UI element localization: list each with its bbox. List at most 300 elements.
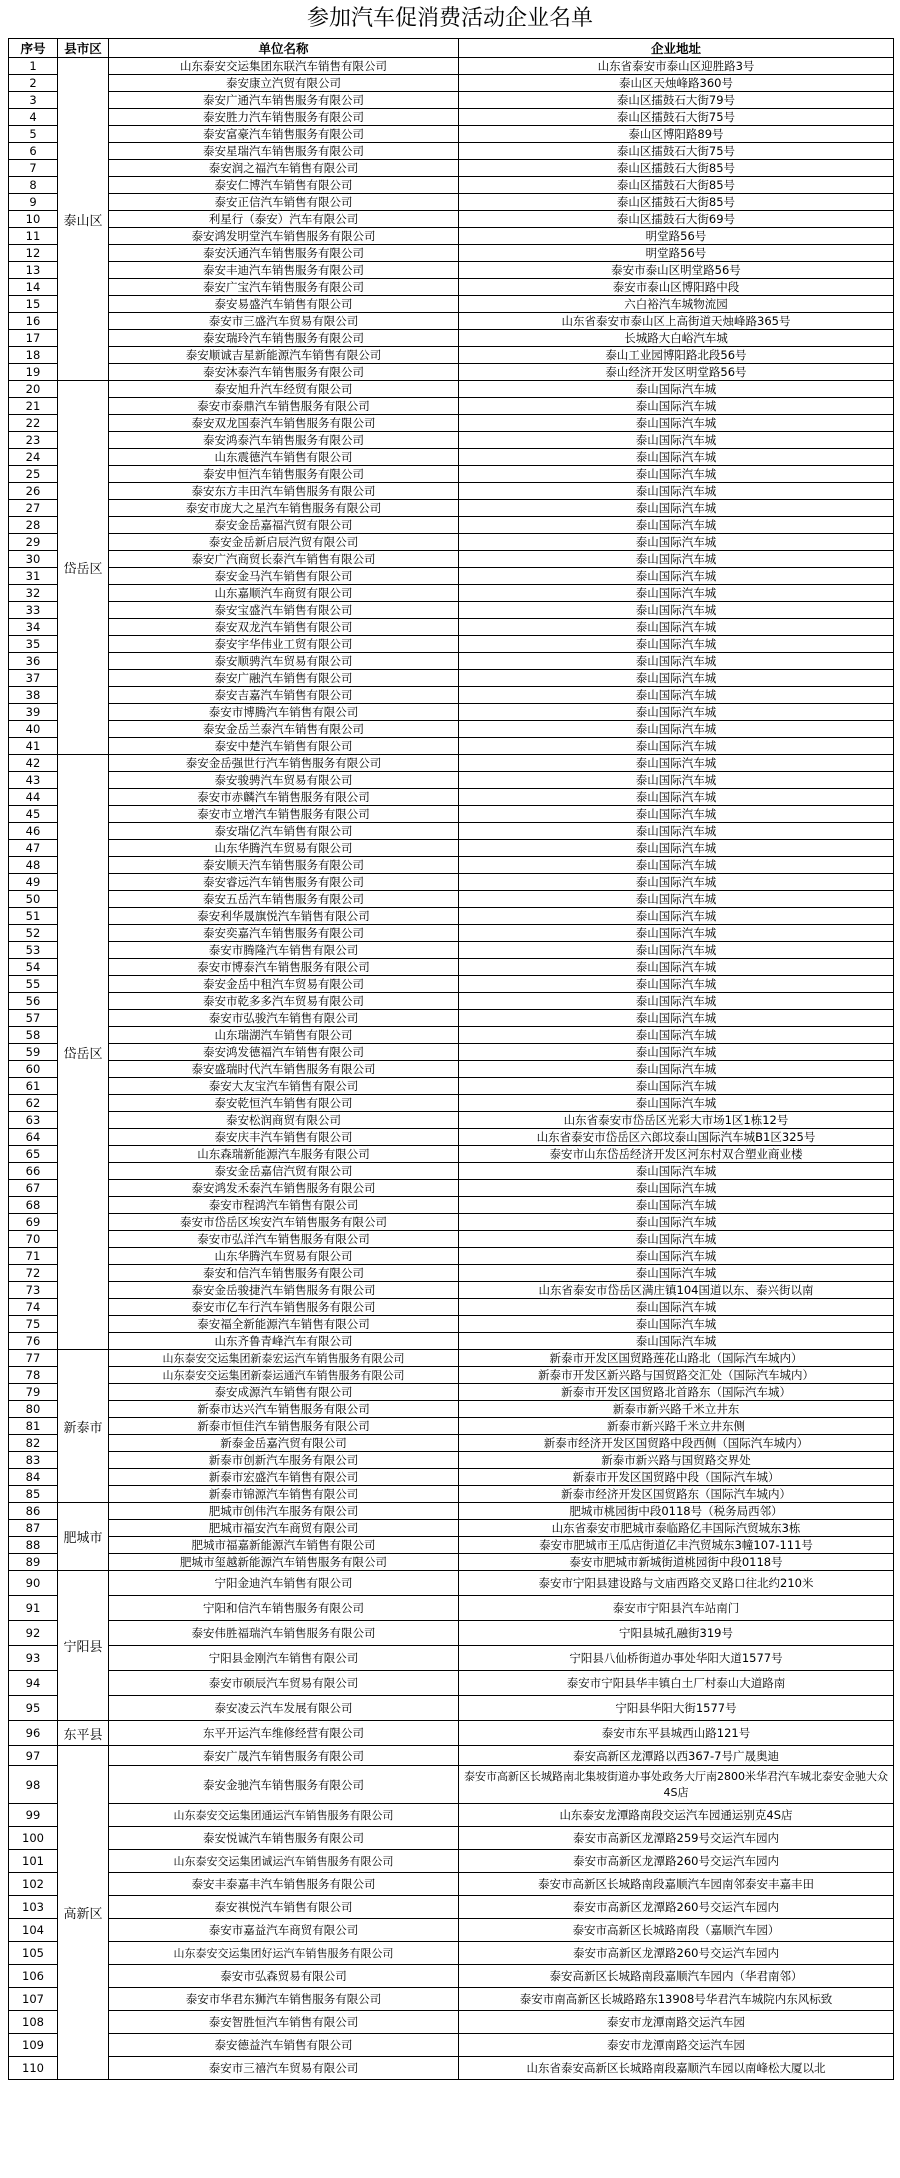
address-cell: 山东省泰安市肥城市泰临路亿丰国际汽贸城东3栋 [459,1520,894,1537]
company-name-cell: 泰安金岳嘉福汽贸有限公司 [109,517,459,534]
table-row [9,347,894,364]
table-row [9,398,894,415]
table-row [9,959,894,976]
company-name-cell: 泰安和信汽车销售服务有限公司 [109,1265,459,1282]
table-row [9,857,894,874]
address-cell: 泰山经济开发区明堂路56号 [459,364,894,381]
address-cell: 泰山区博阳路89号 [459,126,894,143]
company-name-cell: 泰安奕嘉汽车销售服务有限公司 [109,925,459,942]
address-cell: 新泰市新兴路千米立井东侧 [459,1418,894,1435]
company-name-cell: 山东泰安交运集团好运汽车销售服务有限公司 [109,1942,459,1965]
table-row [9,1044,894,1061]
row-seq: 25 [9,466,58,483]
address-cell: 泰山国际汽车城 [459,415,894,432]
company-name-cell: 新泰市恒佳汽车销售服务有限公司 [109,1418,459,1435]
address-cell: 泰山国际汽车城 [459,432,894,449]
table-row [9,1942,894,1965]
address-cell: 新泰市新兴路与国贸路交界处 [459,1452,894,1469]
table-row [9,1873,894,1896]
address-cell: 泰山国际汽车城 [459,551,894,568]
company-name-cell: 泰安市亿车行汽车销售服务有限公司 [109,1299,459,1316]
district-cell: 岱岳区 [58,755,109,1350]
address-cell: 新泰市新兴路千米立井东 [459,1401,894,1418]
address-cell: 泰山国际汽车城 [459,381,894,398]
table-row [9,1401,894,1418]
company-name-cell: 东平开运汽车维修经营有限公司 [109,1721,459,1746]
row-seq: 84 [9,1469,58,1486]
address-cell: 泰山国际汽车城 [459,1316,894,1333]
row-seq: 82 [9,1435,58,1452]
address-cell: 泰山国际汽车城 [459,1299,894,1316]
address-cell: 泰山国际汽车城 [459,636,894,653]
row-seq: 4 [9,109,58,126]
table-row [9,1646,894,1671]
address-cell: 泰山区擂鼓石大街79号 [459,92,894,109]
table-row [9,942,894,959]
company-name-cell: 肥城市玺越新能源汽车销售服务有限公司 [109,1554,459,1571]
company-name-cell: 新泰金岳嘉汽贸有限公司 [109,1435,459,1452]
company-name-cell: 泰安金驰汽车销售服务有限公司 [109,1766,459,1804]
table-row [9,1265,894,1282]
address-cell: 泰安市高新区龙潭路260号交运汽车园内 [459,1850,894,1873]
address-cell: 泰山国际汽车城 [459,908,894,925]
address-cell: 泰山国际汽车城 [459,738,894,755]
address-cell: 明堂路56号 [459,228,894,245]
row-seq: 68 [9,1197,58,1214]
row-seq: 105 [9,1942,58,1965]
row-seq: 36 [9,653,58,670]
table-row [9,806,894,823]
address-cell: 泰安市山东岱岳经济开发区河东村双合塑业商业楼 [459,1146,894,1163]
company-name-cell: 泰安双龙国泰汽车销售服务有限公司 [109,415,459,432]
table-row [9,534,894,551]
address-cell: 泰山工业园博阳路北段56号 [459,347,894,364]
address-cell: 泰安市泰山区博阳路中段 [459,279,894,296]
address-cell: 泰山国际汽车城 [459,840,894,857]
row-seq: 3 [9,92,58,109]
table-row [9,1965,894,1988]
address-cell: 泰山区天烛峰路360号 [459,75,894,92]
address-cell: 泰山国际汽车城 [459,517,894,534]
company-name-cell: 泰安骏骋汽车贸易有限公司 [109,772,459,789]
company-name-cell: 泰安鸿发德福汽车销售有限公司 [109,1044,459,1061]
table-row [9,568,894,585]
address-cell: 宁阳县城孔融街319号 [459,1621,894,1646]
address-cell: 泰山国际汽车城 [459,857,894,874]
company-name-cell: 泰安旭升汽车经贸有限公司 [109,381,459,398]
row-seq: 13 [9,262,58,279]
row-seq: 39 [9,704,58,721]
company-name-cell: 山东齐鲁青峰汽车有限公司 [109,1333,459,1350]
address-cell: 泰安市宁阳县汽车站南门 [459,1596,894,1621]
address-cell: 泰山国际汽车城 [459,925,894,942]
table-row [9,1571,894,1596]
table-row [9,891,894,908]
table-row [9,1231,894,1248]
row-seq: 67 [9,1180,58,1197]
row-seq: 52 [9,925,58,942]
table-row [9,1010,894,1027]
row-seq: 10 [9,211,58,228]
address-cell: 泰安市高新区长城路南段（嘉顺汽车园） [459,1919,894,1942]
table-row [9,1299,894,1316]
table-row [9,772,894,789]
address-cell: 泰安市宁阳县建设路与文庙西路交叉路口往北约210米 [459,1571,894,1596]
address-cell: 新泰市经济开发区国贸路东（国际汽车城内） [459,1486,894,1503]
table-row [9,1112,894,1129]
row-seq: 101 [9,1850,58,1873]
company-name-cell: 泰安金岳中租汽车贸易有限公司 [109,976,459,993]
company-name-cell: 泰安中楚汽车销售有限公司 [109,738,459,755]
row-seq: 72 [9,1265,58,1282]
address-cell: 泰山国际汽车城 [459,585,894,602]
table-row [9,517,894,534]
company-name-cell: 泰安市华君东狮汽车销售服务有限公司 [109,1988,459,2011]
table-row [9,143,894,160]
company-name-cell: 山东森瑞新能源汽车服务有限公司 [109,1146,459,1163]
row-seq: 63 [9,1112,58,1129]
company-name-cell: 泰安市腾隆汽车销售有限公司 [109,942,459,959]
table-row [9,500,894,517]
company-name-cell: 肥城市创伟汽车服务有限公司 [109,1503,459,1520]
table-row [9,1804,894,1827]
row-seq: 56 [9,993,58,1010]
table-row [9,1503,894,1520]
district-cell: 肥城市 [58,1503,109,1571]
company-name-cell: 宁阳县金刚汽车销售有限公司 [109,1646,459,1671]
table-row [9,585,894,602]
address-cell: 泰山国际汽车城 [459,670,894,687]
row-seq: 23 [9,432,58,449]
table-row [9,1486,894,1503]
address-cell: 明堂路56号 [459,245,894,262]
address-cell: 泰山国际汽车城 [459,534,894,551]
company-name-cell: 泰安申恒汽车销售服务有限公司 [109,466,459,483]
row-seq: 44 [9,789,58,806]
address-cell: 泰山国际汽车城 [459,772,894,789]
address-cell: 泰山区擂鼓石大街85号 [459,160,894,177]
table-row [9,1350,894,1367]
table-row [9,58,894,75]
row-seq: 110 [9,2057,58,2080]
table-row [9,1469,894,1486]
table-row [9,1452,894,1469]
company-name-cell: 泰安富豪汽车销售服务有限公司 [109,126,459,143]
table-row [9,1316,894,1333]
row-seq: 100 [9,1827,58,1850]
address-cell: 泰山国际汽车城 [459,398,894,415]
table-row [9,109,894,126]
row-seq: 48 [9,857,58,874]
row-seq: 90 [9,1571,58,1596]
company-name-cell: 泰安睿远汽车销售服务有限公司 [109,874,459,891]
table-row [9,755,894,772]
row-seq: 49 [9,874,58,891]
table-row [9,1554,894,1571]
row-seq: 14 [9,279,58,296]
address-cell: 泰山国际汽车城 [459,1197,894,1214]
address-cell: 泰山区擂鼓石大街85号 [459,177,894,194]
row-seq: 60 [9,1061,58,1078]
header-address: 企业地址 [459,39,894,58]
company-name-cell: 新泰市宏盛汽车销售有限公司 [109,1469,459,1486]
row-seq: 79 [9,1384,58,1401]
district-cell: 东平县 [58,1721,109,1746]
district-cell: 高新区 [58,1746,109,2080]
company-name-cell: 泰安市嘉益汽车商贸有限公司 [109,1919,459,1942]
row-seq: 15 [9,296,58,313]
table-row [9,1214,894,1231]
company-name-cell: 宁阳金迪汽车销售有限公司 [109,1571,459,1596]
row-seq: 86 [9,1503,58,1520]
address-cell: 泰山国际汽车城 [459,755,894,772]
table-row [9,432,894,449]
address-cell: 泰山国际汽车城 [459,1265,894,1282]
company-name-cell: 泰安宝盛汽车销售有限公司 [109,602,459,619]
address-cell: 泰山国际汽车城 [459,466,894,483]
row-seq: 85 [9,1486,58,1503]
row-seq: 22 [9,415,58,432]
table-row [9,160,894,177]
company-name-cell: 泰安润之福汽车销售有限公司 [109,160,459,177]
table-row [9,2011,894,2034]
table-row [9,636,894,653]
row-seq: 94 [9,1671,58,1696]
table-row [9,262,894,279]
table-row [9,466,894,483]
address-cell: 泰安市高新区龙潭路260号交运汽车园内 [459,1896,894,1919]
table-row [9,1435,894,1452]
company-name-cell: 泰安胜力汽车销售服务有限公司 [109,109,459,126]
company-name-cell: 泰安易盛汽车销售有限公司 [109,296,459,313]
address-cell: 泰安高新区长城路南段嘉顺汽车园内（华君南邻） [459,1965,894,1988]
address-cell: 新泰市开发区国贸路中段（国际汽车城） [459,1469,894,1486]
row-seq: 97 [9,1746,58,1766]
company-name-cell: 泰安瑞玲汽车销售服务有限公司 [109,330,459,347]
table-row [9,925,894,942]
address-cell: 泰山国际汽车城 [459,1095,894,1112]
row-seq: 21 [9,398,58,415]
header-seq: 序号 [9,39,58,58]
district-cell: 新泰市 [58,1350,109,1503]
table-row [9,483,894,500]
row-seq: 93 [9,1646,58,1671]
address-cell: 泰山国际汽车城 [459,1163,894,1180]
company-name-cell: 泰安金岳嘉信汽贸有限公司 [109,1163,459,1180]
table-row [9,279,894,296]
company-name-cell: 泰安丰迪汽车销售服务有限公司 [109,262,459,279]
table-row [9,330,894,347]
row-seq: 2 [9,75,58,92]
company-name-cell: 泰安广融汽车销售有限公司 [109,670,459,687]
row-seq: 35 [9,636,58,653]
table-row [9,840,894,857]
company-name-cell: 泰安丰泰嘉丰汽车销售服务有限公司 [109,1873,459,1896]
address-cell: 长城路大白峪汽车城 [459,330,894,347]
row-seq: 28 [9,517,58,534]
address-cell: 泰山国际汽车城 [459,789,894,806]
company-name-cell: 泰安金岳新启辰汽贸有限公司 [109,534,459,551]
company-name-cell: 泰安金岳兰泰汽车销售有限公司 [109,721,459,738]
row-seq: 42 [9,755,58,772]
company-name-cell: 肥城市福安汽车商贸有限公司 [109,1520,459,1537]
row-seq: 99 [9,1804,58,1827]
table-row [9,449,894,466]
table-row [9,1988,894,2011]
row-seq: 24 [9,449,58,466]
table-row [9,1146,894,1163]
address-cell: 泰山国际汽车城 [459,823,894,840]
company-name-cell: 泰安祺悦汽车销售有限公司 [109,1896,459,1919]
company-name-cell: 宁阳和信汽车销售服务有限公司 [109,1596,459,1621]
address-cell: 泰山国际汽车城 [459,449,894,466]
table-row [9,364,894,381]
row-seq: 46 [9,823,58,840]
table-row [9,738,894,755]
table-row [9,976,894,993]
table-row [9,551,894,568]
address-cell: 泰山国际汽车城 [459,721,894,738]
row-seq: 54 [9,959,58,976]
address-cell: 新泰市开发区国贸路莲花山路北（国际汽车城内） [459,1350,894,1367]
table-row [9,415,894,432]
address-cell: 泰山国际汽车城 [459,1010,894,1027]
table-row [9,1596,894,1621]
company-name-cell: 泰安德益汽车销售有限公司 [109,2034,459,2057]
table-row [9,313,894,330]
address-cell: 泰安市肥城市王瓜店街道亿丰汽贸城东3幢107-111号 [459,1537,894,1554]
address-cell: 泰安市龙潭南路交运汽车园 [459,2011,894,2034]
table-header-row [9,39,894,58]
address-cell: 泰安市宁阳县华丰镇白土厂村泰山大道路南 [459,1671,894,1696]
company-name-cell: 肥城市福嘉新能源汽车销售有限公司 [109,1537,459,1554]
table-row [9,993,894,1010]
table-row [9,687,894,704]
row-seq: 7 [9,160,58,177]
company-name-cell: 山东震德汽车销售有限公司 [109,449,459,466]
row-seq: 76 [9,1333,58,1350]
company-name-cell: 泰安福全新能源汽车销售有限公司 [109,1316,459,1333]
address-cell: 泰山国际汽车城 [459,568,894,585]
row-seq: 8 [9,177,58,194]
table-row [9,75,894,92]
address-cell: 泰山区擂鼓石大街69号 [459,211,894,228]
company-name-cell: 泰安成源汽车销售有限公司 [109,1384,459,1401]
header-district: 县市区 [58,39,109,58]
row-seq: 65 [9,1146,58,1163]
table-row [9,704,894,721]
address-cell: 泰山国际汽车城 [459,619,894,636]
address-cell: 泰山区擂鼓石大街85号 [459,194,894,211]
address-cell: 泰山国际汽车城 [459,942,894,959]
address-cell: 泰山国际汽车城 [459,806,894,823]
row-seq: 106 [9,1965,58,1988]
company-name-cell: 泰安市赤麟汽车销售服务有限公司 [109,789,459,806]
address-cell: 泰安市南高新区长城路路东13908号华君汽车城院内东风标致 [459,1988,894,2011]
header-company-name: 单位名称 [109,39,459,58]
company-name-cell: 泰安盛瑞时代汽车销售服务有限公司 [109,1061,459,1078]
table-row [9,602,894,619]
company-name-cell: 泰安市乾多多汽车贸易有限公司 [109,993,459,1010]
row-seq: 91 [9,1596,58,1621]
company-name-cell: 利星行（泰安）汽车有限公司 [109,211,459,228]
company-name-cell: 泰安康立汽贸有限公司 [109,75,459,92]
company-list-table [8,38,894,2080]
table-row [9,1418,894,1435]
row-seq: 71 [9,1248,58,1265]
row-seq: 89 [9,1554,58,1571]
row-seq: 45 [9,806,58,823]
table-row [9,1621,894,1646]
row-seq: 77 [9,1350,58,1367]
table-row [9,126,894,143]
address-cell: 泰安市高新区长城路南段嘉顺汽车园南邻泰安丰嘉丰田 [459,1873,894,1896]
table-row [9,1671,894,1696]
row-seq: 61 [9,1078,58,1095]
company-name-cell: 新泰市达兴汽车销售服务有限公司 [109,1401,459,1418]
row-seq: 57 [9,1010,58,1027]
row-seq: 20 [9,381,58,398]
table-row [9,2034,894,2057]
company-name-cell: 山东瑞湖汽车销售有限公司 [109,1027,459,1044]
table-row [9,211,894,228]
company-name-cell: 泰安市弘森贸易有限公司 [109,1965,459,1988]
row-seq: 88 [9,1537,58,1554]
row-seq: 1 [9,58,58,75]
row-seq: 58 [9,1027,58,1044]
address-cell: 泰山国际汽车城 [459,959,894,976]
address-cell: 泰山国际汽车城 [459,891,894,908]
row-seq: 95 [9,1696,58,1721]
company-name-cell: 泰安悦诚汽车销售服务有限公司 [109,1827,459,1850]
company-name-cell: 泰安伟胜福瑞汽车销售服务有限公司 [109,1621,459,1646]
address-cell: 泰山区擂鼓石大街75号 [459,109,894,126]
row-seq: 12 [9,245,58,262]
address-cell: 泰山国际汽车城 [459,704,894,721]
row-seq: 6 [9,143,58,160]
company-name-cell: 泰安大友宝汽车销售有限公司 [109,1078,459,1095]
row-seq: 70 [9,1231,58,1248]
company-name-cell: 泰安五岳汽车销售服务有限公司 [109,891,459,908]
table-row [9,1282,894,1299]
address-cell: 宁阳县华阳大街1577号 [459,1696,894,1721]
address-cell: 泰山国际汽车城 [459,993,894,1010]
company-name-cell: 泰安市岱岳区埃安汽车销售服务有限公司 [109,1214,459,1231]
company-name-cell: 泰安星瑞汽车销售服务有限公司 [109,143,459,160]
table-row [9,823,894,840]
row-seq: 73 [9,1282,58,1299]
company-name-cell: 泰安广宝汽车销售服务有限公司 [109,279,459,296]
company-name-cell: 泰安金岳强世行汽车销售服务有限公司 [109,755,459,772]
row-seq: 78 [9,1367,58,1384]
row-seq: 62 [9,1095,58,1112]
document-title: 参加汽车促消费活动企业名单 [306,6,593,31]
company-name-cell: 泰安正信汽车销售有限公司 [109,194,459,211]
row-seq: 102 [9,1873,58,1896]
address-cell: 泰安市龙潭南路交运汽车园 [459,2034,894,2057]
table-row [9,1520,894,1537]
company-name-cell: 泰安智胜恒汽车销售有限公司 [109,2011,459,2034]
company-name-cell: 泰安市庞大之星汽车销售服务有限公司 [109,500,459,517]
table-row [9,1766,894,1804]
address-cell: 山东省泰安市岱岳区六郎坟泰山国际汽车城B1区325号 [459,1129,894,1146]
table-row [9,92,894,109]
address-cell: 山东省泰安高新区长城路南段嘉顺汽车园以南峰松大厦以北 [459,2057,894,2080]
company-name-cell: 泰安市泰鼎汽车销售服务有限公司 [109,398,459,415]
row-seq: 41 [9,738,58,755]
table-row [9,653,894,670]
row-seq: 43 [9,772,58,789]
